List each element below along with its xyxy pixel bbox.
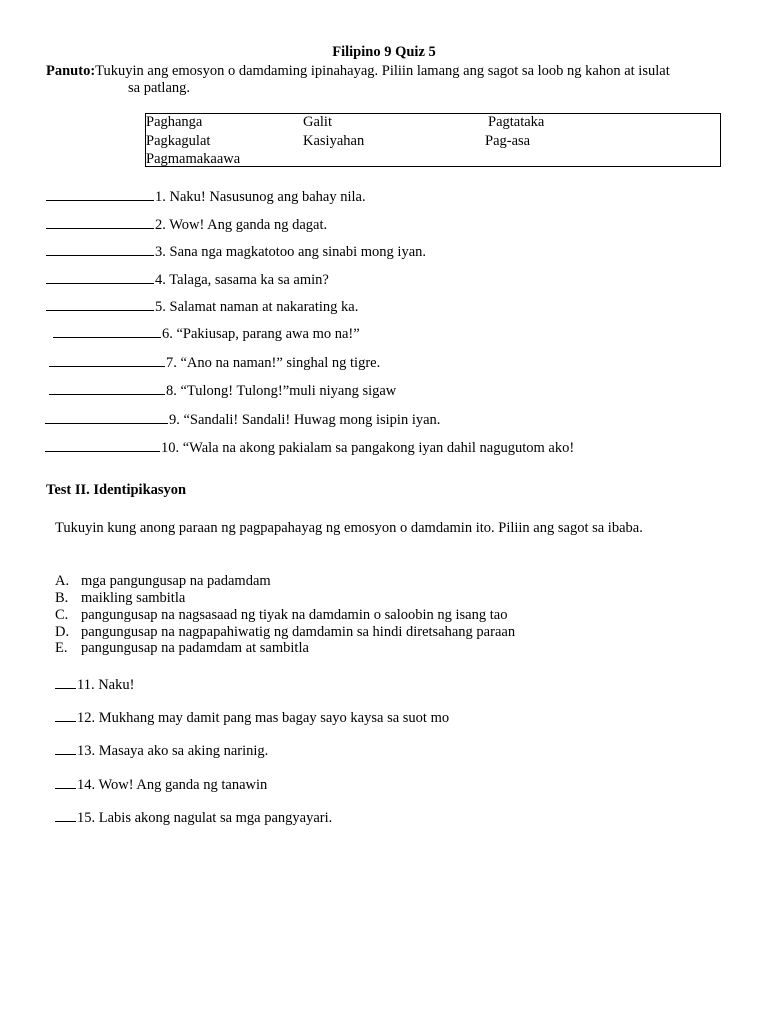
choice-item: Pag-asa bbox=[485, 133, 531, 149]
choice-item: Pagkagulat bbox=[146, 133, 211, 149]
question-10 bbox=[45, 438, 574, 457]
question-text: 15. Labis akong nagulat sa mga pangyayari. bbox=[77, 810, 333, 826]
question-14 bbox=[55, 775, 267, 794]
option-a bbox=[55, 573, 271, 590]
option-letter: C. bbox=[55, 607, 69, 623]
option-text: pangungusap na nagpapahiwatig ng damdamin sa hindi diretsahang paraan bbox=[81, 624, 516, 640]
option-b bbox=[55, 590, 185, 607]
question-13 bbox=[55, 741, 268, 760]
option-text: maikling sambitla bbox=[81, 590, 186, 606]
question-6 bbox=[53, 324, 360, 343]
test-2-instructions: Tukuyin kung anong paraan ng pagpapahayag ng emosyon o damdamin ito. Piliin ang sagot sa ibaba. bbox=[55, 520, 643, 536]
answer-blank-11[interactable] bbox=[55, 675, 76, 689]
answer-blank-2[interactable] bbox=[46, 215, 154, 229]
answer-blank-13[interactable] bbox=[55, 741, 76, 755]
directions-label: Panuto: bbox=[46, 63, 96, 79]
directions-line-1: Tukuyin ang emosyon o damdaming ipinahayag. Piliin lamang ang sagot sa loob ng kahon at isulat bbox=[95, 63, 670, 79]
question-text: 3. Sana nga magkatotoo ang sinabi mong iyan. bbox=[155, 244, 427, 260]
answer-blank-8[interactable] bbox=[49, 381, 165, 395]
choice-item: Pagmamakaawa bbox=[146, 151, 241, 167]
question-text: 12. Mukhang may damit pang mas bagay sayo kaysa sa suot mo bbox=[77, 710, 450, 726]
question-9 bbox=[45, 410, 440, 429]
choice-item: Pagtataka bbox=[488, 114, 545, 130]
choice-item: Galit bbox=[303, 114, 332, 130]
question-text: 4. Talaga, sasama ka sa amin? bbox=[155, 272, 329, 288]
option-letter: E. bbox=[55, 640, 68, 656]
question-12 bbox=[55, 708, 449, 727]
question-7 bbox=[49, 353, 380, 372]
question-text: 2. Wow! Ang ganda ng dagat. bbox=[155, 217, 328, 233]
option-text: pangungusap na nagsasaad ng tiyak na damdamin o saloobin ng isang tao bbox=[81, 607, 508, 623]
question-8 bbox=[49, 381, 396, 400]
question-text: 10. “Wala na akong pakialam sa pangakong iyan dahil nagugutom ako! bbox=[161, 440, 575, 456]
answer-blank-7[interactable] bbox=[49, 353, 165, 367]
question-11 bbox=[55, 675, 134, 694]
directions bbox=[46, 63, 736, 97]
choice-item: Paghanga bbox=[146, 114, 203, 130]
question-5 bbox=[46, 297, 358, 316]
option-letter: B. bbox=[55, 590, 69, 606]
answer-blank-12[interactable] bbox=[55, 708, 76, 722]
question-text: 8. “Tulong! Tulong!”muli niyang sigaw bbox=[166, 383, 397, 399]
answer-blank-5[interactable] bbox=[46, 297, 154, 311]
question-text: 1. Naku! Nasusunog ang bahay nila. bbox=[155, 189, 366, 205]
quiz-title: Filipino 9 Quiz 5 bbox=[332, 44, 436, 60]
question-text: 13. Masaya ako sa aking narinig. bbox=[77, 743, 269, 759]
option-e bbox=[55, 640, 309, 657]
question-2 bbox=[46, 215, 327, 234]
question-15 bbox=[55, 808, 332, 827]
question-text: 6. “Pakiusap, parang awa mo na!” bbox=[162, 326, 360, 342]
directions-line-2: sa patlang. bbox=[128, 80, 191, 96]
question-text: 5. Salamat naman at nakarating ka. bbox=[155, 299, 359, 315]
option-c bbox=[55, 607, 507, 624]
test-2-title: Test II. Identipikasyon bbox=[46, 482, 187, 498]
answer-blank-3[interactable] bbox=[46, 242, 154, 256]
answer-blank-4[interactable] bbox=[46, 270, 154, 284]
option-d bbox=[55, 624, 515, 641]
question-text: 9. “Sandali! Sandali! Huwag mong isipin iyan. bbox=[169, 412, 441, 428]
answer-blank-9[interactable] bbox=[45, 410, 168, 424]
question-text: 7. “Ano na naman!” singhal ng tigre. bbox=[166, 355, 381, 371]
question-text: 11. Naku! bbox=[77, 677, 135, 693]
answer-blank-10[interactable] bbox=[45, 438, 160, 452]
answer-blank-14[interactable] bbox=[55, 775, 76, 789]
option-letter: D. bbox=[55, 624, 70, 640]
option-text: pangungusap na padamdam at sambitla bbox=[81, 640, 309, 656]
option-letter: A. bbox=[55, 573, 70, 589]
question-3 bbox=[46, 242, 426, 261]
question-text: 14. Wow! Ang ganda ng tanawin bbox=[77, 777, 268, 793]
choice-item: Kasiyahan bbox=[303, 133, 365, 149]
question-4 bbox=[46, 270, 329, 289]
answer-blank-6[interactable] bbox=[53, 324, 161, 338]
choices-box bbox=[145, 113, 721, 167]
answer-blank-1[interactable] bbox=[46, 187, 154, 201]
option-text: mga pangungusap na padamdam bbox=[81, 573, 271, 589]
answer-blank-15[interactable] bbox=[55, 808, 76, 822]
question-1 bbox=[46, 187, 366, 206]
